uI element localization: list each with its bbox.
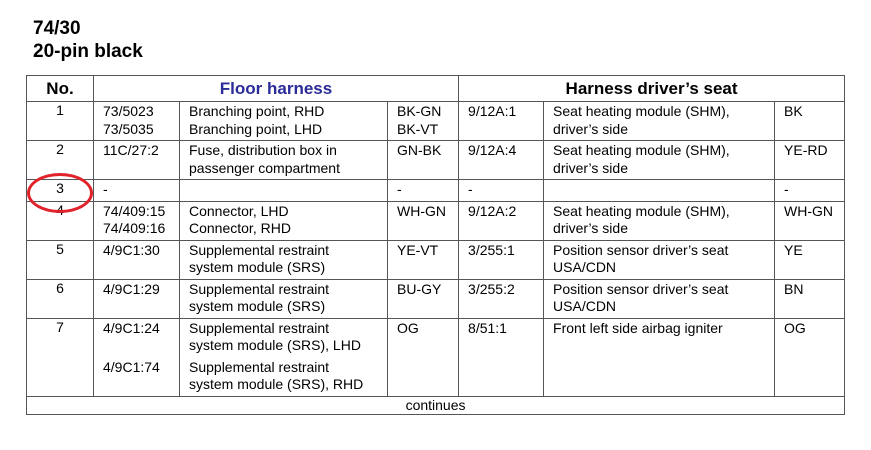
floor-description: passenger compartment	[189, 159, 340, 176]
floor-connector	[94, 298, 179, 316]
column-header-floor-harness: Floor harness	[94, 76, 459, 102]
seat-description: driver’s side	[553, 120, 628, 137]
floor-connector-cell	[94, 240, 180, 279]
floor-description: Supplemental restraint	[189, 280, 330, 297]
floor-description-cell	[180, 102, 388, 141]
seat-description: Position sensor driver’s seat	[553, 280, 729, 297]
seat-connector: 9/12A:2	[468, 202, 517, 219]
table-row	[27, 240, 845, 279]
floor-description-cell	[180, 141, 388, 180]
floor-connector: -	[103, 181, 108, 197]
table-row	[27, 102, 845, 141]
seat-wire-color-cell	[775, 201, 845, 240]
seat-description-cell	[544, 240, 775, 279]
seat-connector: 3/255:1	[468, 241, 515, 258]
floor-description-cell	[180, 279, 388, 318]
floor-wire-color: BK-GN	[397, 103, 442, 119]
floor-connector: 74/409:15	[103, 202, 166, 219]
floor-connector	[94, 337, 179, 355]
table-row	[27, 180, 845, 202]
seat-wire-color: BN	[784, 280, 804, 297]
floor-wire-color: YE-VT	[397, 241, 439, 258]
seat-connector: 3/255:2	[468, 280, 515, 297]
seat-wire-color-cell	[775, 318, 845, 396]
floor-description-cell	[180, 318, 388, 396]
floor-connector: 73/5035	[103, 120, 154, 137]
floor-wire-color: BK-VT	[397, 120, 439, 137]
seat-connector-cell	[459, 318, 544, 396]
seat-description: driver’s side	[553, 159, 628, 176]
floor-wire-color-cell	[388, 201, 459, 240]
floor-wire-color: GN-BK	[397, 142, 442, 158]
floor-description: system module (SRS), LHD	[189, 337, 361, 353]
floor-wire-color	[388, 298, 458, 316]
floor-description: Supplemental restraint	[189, 241, 330, 258]
highlight-circle-annotation	[27, 173, 93, 213]
connector-description: 20-pin black	[33, 41, 143, 62]
table-row	[27, 279, 845, 318]
connector-id: 74/30	[33, 18, 81, 39]
floor-connector-cell	[94, 318, 180, 396]
floor-wire-color: OG	[397, 319, 419, 336]
seat-wire-color-cell	[775, 102, 845, 141]
floor-description: Branching point, RHD	[189, 103, 325, 119]
floor-wire-color	[388, 337, 458, 355]
floor-wire-color	[388, 376, 458, 394]
floor-description: system module (SRS), RHD	[189, 376, 364, 392]
floor-description: Supplemental restraint	[189, 319, 330, 336]
seat-wire-color: -	[784, 181, 789, 197]
seat-connector: 8/51:1	[468, 319, 507, 336]
floor-wire-color: WH-GN	[397, 202, 446, 219]
table-row	[27, 201, 845, 240]
seat-description: USA/CDN	[553, 298, 617, 314]
seat-description	[544, 180, 774, 199]
seat-description: Position sensor driver’s seat	[553, 241, 729, 258]
floor-connector	[94, 376, 179, 394]
floor-description-cell	[180, 240, 388, 279]
table-header-row	[27, 76, 845, 102]
floor-description: system module (SRS)	[189, 259, 326, 275]
seat-description-cell	[544, 318, 775, 396]
floor-connector	[94, 160, 179, 178]
seat-description-cell	[544, 279, 775, 318]
pinout-table	[26, 75, 845, 415]
seat-connector: 9/12A:1	[468, 103, 517, 119]
seat-description-cell	[544, 201, 775, 240]
floor-connector-cell	[94, 102, 180, 141]
seat-wire-color-cell	[775, 240, 845, 279]
floor-wire-color	[388, 259, 458, 277]
table-row	[27, 318, 845, 396]
seat-wire-color: OG	[784, 319, 806, 336]
pin-number: 1	[27, 102, 94, 141]
floor-connector-cell	[94, 279, 180, 318]
floor-description: system module (SRS)	[189, 298, 326, 314]
floor-connector: 11C/27:2	[103, 142, 159, 158]
floor-wire-color	[388, 160, 458, 178]
seat-wire-color: YE-RD	[784, 142, 828, 158]
floor-wire-color-cell	[388, 318, 459, 396]
seat-description: Seat heating module (SHM),	[553, 103, 730, 119]
pin-number: 7	[27, 318, 94, 396]
column-header-seat-harness: Harness driver’s seat	[459, 76, 845, 102]
floor-description: Connector, LHD	[189, 202, 289, 219]
floor-connector: 4/9C1:24	[103, 319, 160, 336]
floor-wire-color	[388, 220, 458, 238]
seat-description: driver’s side	[553, 220, 628, 236]
floor-connector-cell	[94, 141, 180, 180]
seat-wire-color: YE	[784, 241, 803, 258]
pin-number: 3	[27, 180, 94, 202]
seat-wire-color-cell	[775, 141, 845, 180]
seat-description: Seat heating module (SHM),	[553, 142, 730, 158]
pin-number: 2	[27, 141, 94, 180]
continues-note: continues	[27, 396, 845, 415]
floor-connector	[94, 259, 179, 277]
floor-connector: 4/9C1:29	[103, 280, 160, 297]
floor-wire-color-cell	[388, 240, 459, 279]
table-row	[27, 141, 845, 180]
seat-wire-color-cell	[775, 180, 845, 202]
seat-wire-color-cell	[775, 279, 845, 318]
floor-connector: 4/9C1:74	[103, 358, 160, 375]
seat-connector-cell	[459, 141, 544, 180]
floor-connector-cell	[94, 180, 180, 202]
seat-connector-cell	[459, 201, 544, 240]
floor-wire-color-cell	[388, 180, 459, 202]
pin-number: 4	[27, 201, 94, 240]
seat-description: Seat heating module (SHM),	[553, 202, 730, 219]
seat-connector-cell	[459, 102, 544, 141]
floor-description: Connector, RHD	[189, 220, 291, 236]
floor-description-cell	[180, 201, 388, 240]
pin-number: 5	[27, 240, 94, 279]
floor-wire-color: BU-GY	[397, 280, 442, 297]
seat-connector-cell	[459, 180, 544, 202]
seat-wire-color: BK	[784, 103, 803, 119]
seat-description: Front left side airbag igniter	[553, 319, 723, 336]
seat-description-cell	[544, 102, 775, 141]
floor-description: Branching point, LHD	[189, 120, 323, 137]
seat-connector: 9/12A:4	[468, 142, 517, 158]
floor-wire-color	[388, 359, 458, 377]
pin-number: 6	[27, 279, 94, 318]
floor-connector: 73/5023	[103, 103, 154, 119]
seat-description-cell	[544, 141, 775, 180]
floor-description: Supplemental restraint	[189, 358, 330, 375]
floor-wire-color-cell	[388, 279, 459, 318]
floor-connector: 4/9C1:30	[103, 241, 160, 258]
column-header-no: No.	[27, 76, 94, 102]
floor-wire-color-cell	[388, 141, 459, 180]
seat-connector: -	[468, 181, 473, 197]
seat-connector-cell	[459, 240, 544, 279]
seat-description-cell	[544, 180, 775, 202]
floor-description: Fuse, distribution box in	[189, 142, 337, 158]
seat-description: USA/CDN	[553, 259, 617, 275]
seat-connector-cell	[459, 279, 544, 318]
floor-connector-cell	[94, 201, 180, 240]
floor-description	[180, 180, 387, 199]
floor-wire-color: -	[397, 181, 402, 197]
floor-wire-color-cell	[388, 102, 459, 141]
seat-wire-color: WH-GN	[784, 202, 834, 219]
floor-connector: 74/409:16	[103, 220, 166, 236]
floor-description-cell	[180, 180, 388, 202]
